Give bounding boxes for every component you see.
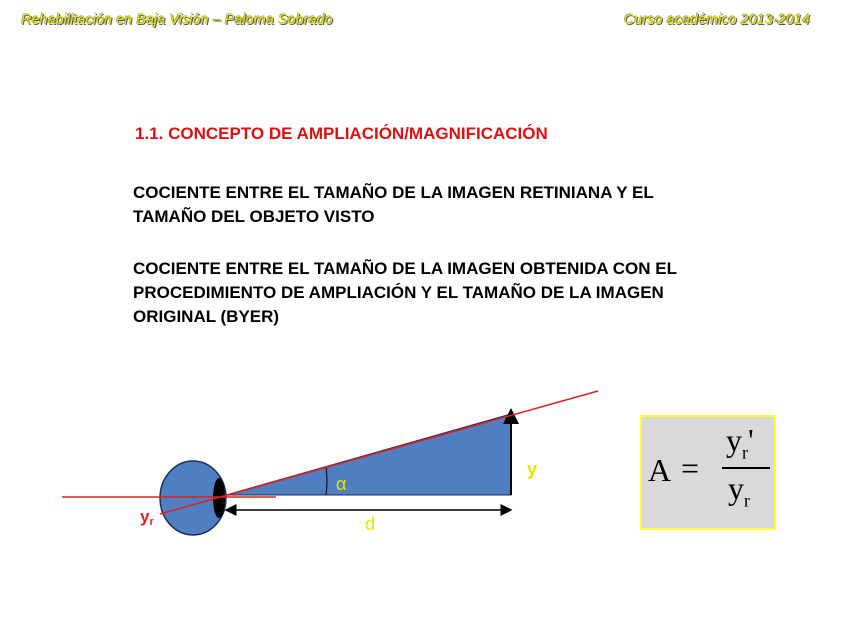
definition-2-line-1: COCIENTE ENTRE EL TAMAÑO DE LA IMAGEN OBTENIDA CON EL xyxy=(133,259,678,278)
formula-equals: = xyxy=(681,450,700,486)
distance-label: d xyxy=(365,514,376,534)
header-left-text: Rehabilitación en Baja Visión – Paloma Sobrado xyxy=(21,12,333,28)
definition-1-line-1: COCIENTE ENTRE EL TAMAÑO DE LA IMAGEN RETINIANA Y EL xyxy=(133,183,654,202)
chief-ray xyxy=(160,391,598,514)
formula-denominator-sub: r xyxy=(744,490,750,511)
formula-lhs: A xyxy=(648,452,672,488)
formula-fraction-bar xyxy=(722,467,770,469)
retinal-image-label xyxy=(140,507,154,528)
angle-label: α xyxy=(336,474,347,494)
formula-denominator xyxy=(728,470,750,511)
definition-2-line-2: PROCEDIMIENTO DE AMPLIACIÓN Y EL TAMAÑO DE LA IMAGEN xyxy=(133,283,664,302)
definition-1-line-2: TAMAÑO DEL OBJETO VISTO xyxy=(133,207,375,226)
retinal-image-label-y: y xyxy=(140,507,150,526)
header-right-text: Curso académico 2013-2014 xyxy=(623,12,810,28)
object-height-label: y xyxy=(527,459,538,479)
formula-numerator-sub: r xyxy=(742,442,748,463)
section-title: 1.1. CONCEPTO DE AMPLIACIÓN/MAGNIFICACIÓN xyxy=(135,124,548,143)
definition-2-line-3: ORIGINAL (BYER) xyxy=(133,307,280,326)
magnification-formula xyxy=(640,415,776,530)
formula-denominator-y: y xyxy=(728,470,744,506)
formula-numerator-y: y xyxy=(726,422,742,458)
formula-numerator xyxy=(726,422,754,463)
formula-numerator-prime: ' xyxy=(748,422,754,458)
retinal-image-label-sub: r xyxy=(149,516,154,528)
